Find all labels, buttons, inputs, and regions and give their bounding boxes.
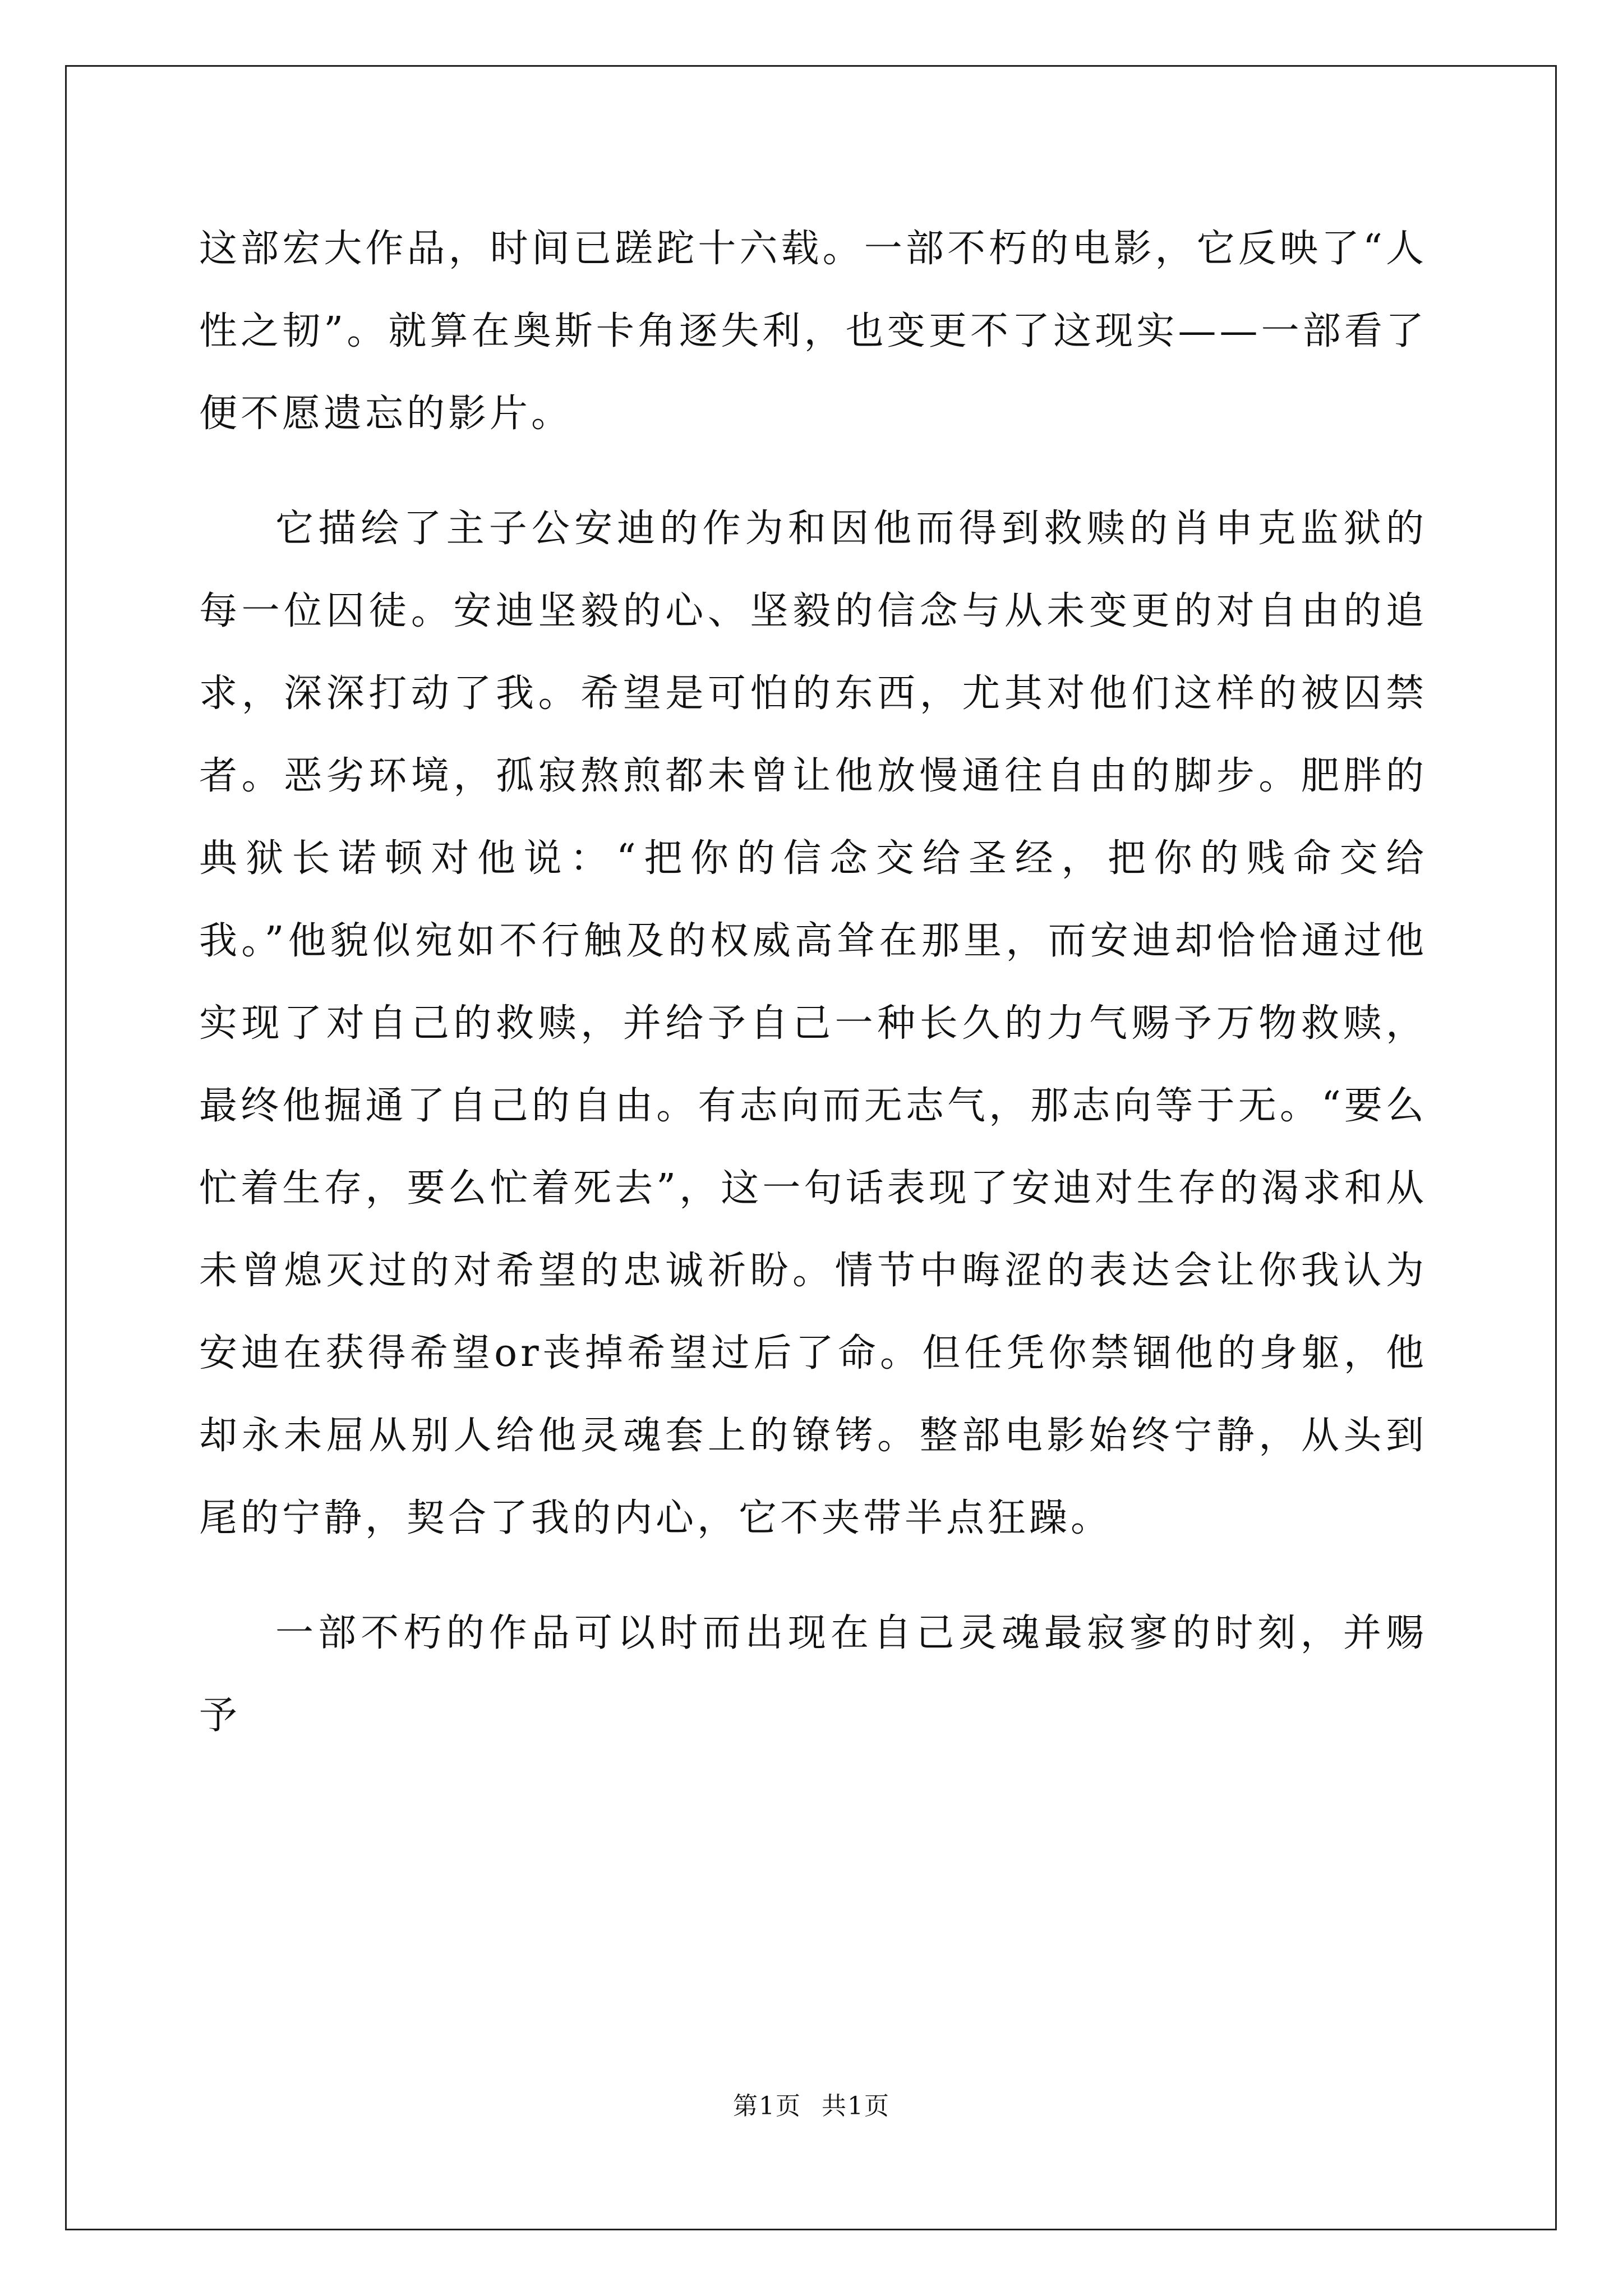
- paragraph-3: 一部不朽的作品可以时而出现在自己灵魂最寂寥的时刻，并赐予: [199, 1611, 1427, 1738]
- paragraph-1: 这部宏大作品，时间已蹉跎十六载。一部不朽的电影，它反映了“人性之韧”。就算在奥斯卡角逐失利，也变更不了这现实——一部看了便不愿遗忘的影片。: [199, 227, 1427, 436]
- paragraph-2: 它描绘了主子公安迪的作为和因他而得到救赎的肖申克监狱的每一位囚徒。安迪坚毅的心、坚毅的信念与从未变更的对自由的追求，深深打动了我。希望是可怕的东西，尤其对他们这样的被囚禁者。恶劣环境，孤寂熬煎都未曾让他放慢通往自由的脚步。肥胖的典狱长诺顿对他说：“把你的信念交给圣经，把你的贱命交给我。”他貌似宛如不行触及的权威高耸在那里，而安迪却恰恰通过他实现了对自己的救赎，并给予自己一种长久的力气赐予万物救赎，最终他掘通了自己的自由。有志向而无志气，那志向等于无。“要么忙着生存，要么忙着死去”，这一句话表现了安迪对生存的渴求和从未曾熄灭过的对希望的忠诚祈盼。情节中晦涩的表达会让你我认为安迪在获得希望or丧掉希望过后了命。但任凭你禁锢他的身躯，他却永未屈从别人给他灵魂套上的镣铐。整部电影始终宁静，从头到尾的宁静，契合了我的内心，它不夹带半点狂躁。: [199, 507, 1427, 1540]
- page-total: 共1页: [822, 2092, 890, 2120]
- page-footer: [0, 2086, 1623, 2122]
- document-body: [199, 208, 1427, 1789]
- page-number: 第1页: [733, 2092, 801, 2120]
